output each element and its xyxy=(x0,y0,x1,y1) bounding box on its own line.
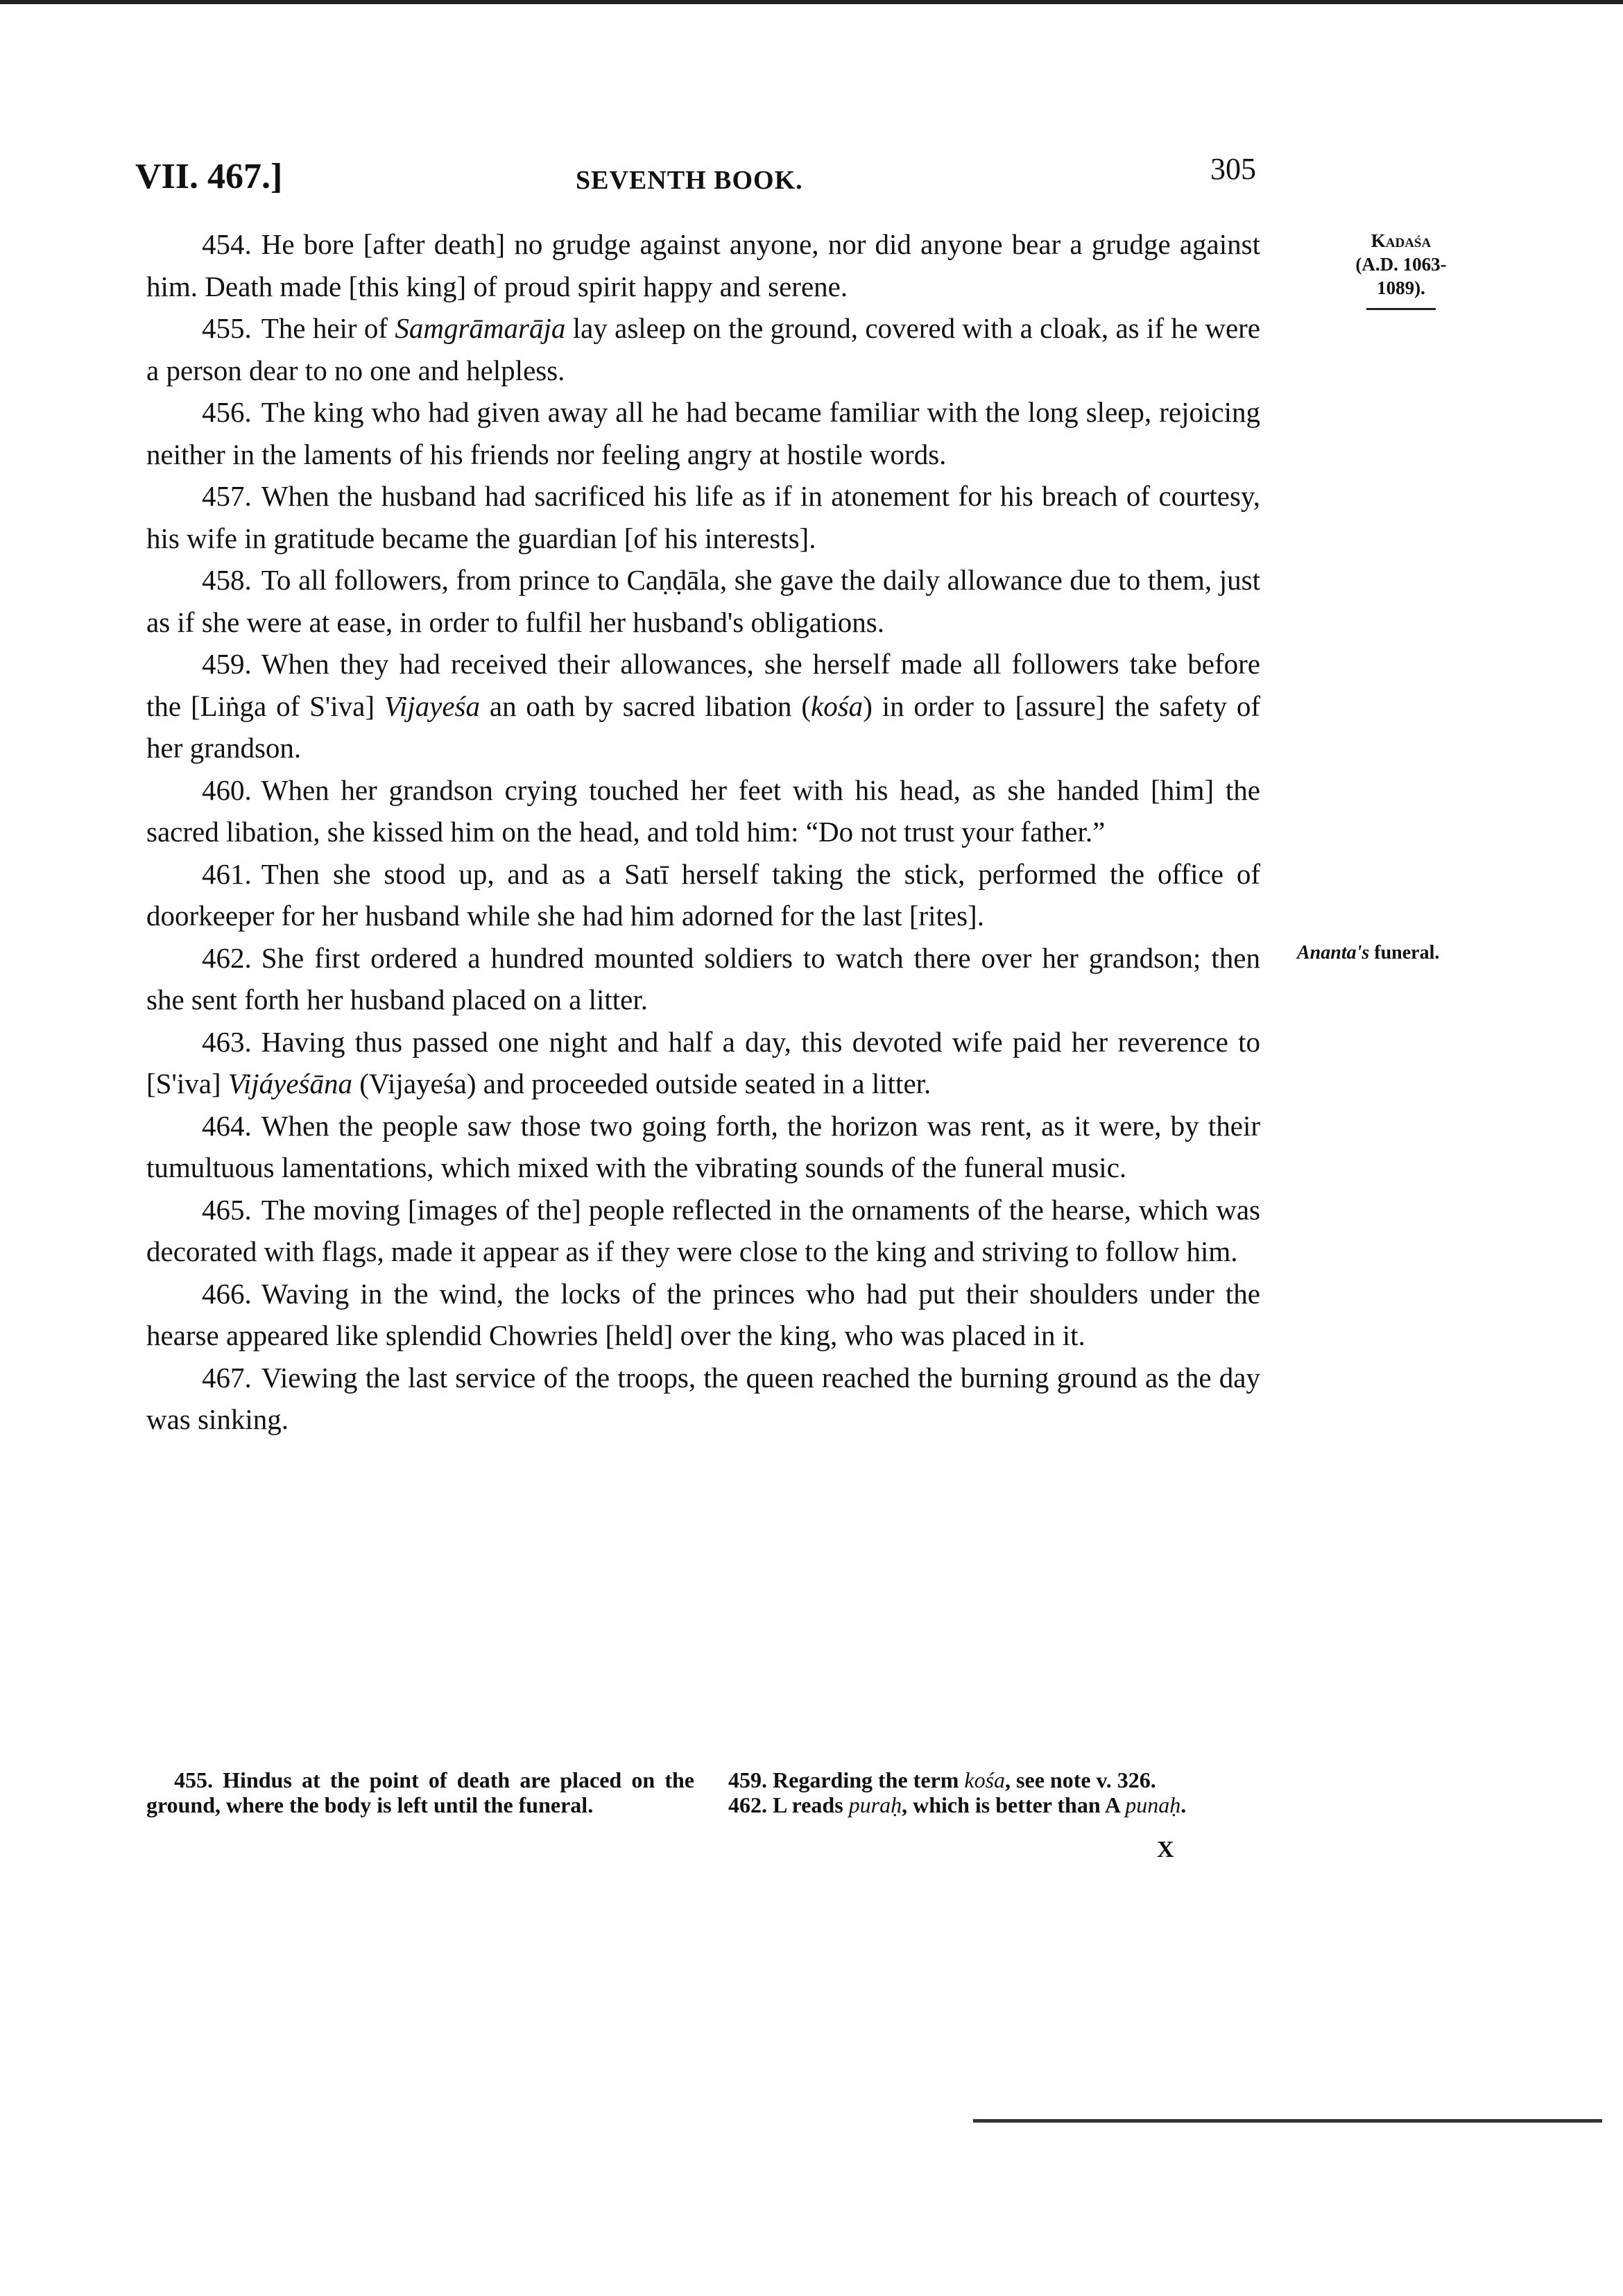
verse-number: 460. xyxy=(202,773,252,806)
verse-458 xyxy=(146,559,1260,643)
verse-text: The king who had given away all he had became familiar with the long sleep, rejoicing neither in the laments of his friends nor feeling angry at hostile words. xyxy=(146,396,1260,470)
verse-number: 461. xyxy=(202,857,252,890)
footnote-459 xyxy=(728,1767,1297,1792)
verse-text: When they had received their allowances, she herself made all followers take before the [Liṅga of S'iva] xyxy=(146,648,1260,722)
verse-number: 465. xyxy=(202,1193,252,1226)
verse-454 xyxy=(146,223,1260,307)
verse-italic-term: Vijayeśa xyxy=(384,689,481,722)
verse-text: lay asleep on the ground, covered with a cloak, as if he were a person dear to no one and helpless. xyxy=(146,312,1261,386)
footnote-term: puraḥ xyxy=(848,1792,902,1817)
verse-text: (Vijayeśa) and proceeded outside seated in a litter. xyxy=(352,1068,931,1099)
verse-italic-term: Vijáyeśāna xyxy=(227,1068,352,1099)
verse-number: 466. xyxy=(202,1277,252,1310)
verse-text: She first ordered a hundred mounted soldiers to watch there over her grandson; then she sent forth her husband placed on a litter. xyxy=(146,941,1260,1016)
verse-number: 458. xyxy=(202,564,252,596)
verse-466 xyxy=(146,1273,1260,1357)
verse-number: 454. xyxy=(202,228,252,260)
verse-text: When the husband had sacrificed his life as if in atonement for his breach of courtesy, his wife in gratitude became the guardian [of his interests]. xyxy=(146,480,1260,554)
verse-459 xyxy=(146,643,1260,769)
running-head-title: SEVENTH BOOK. xyxy=(576,166,803,195)
verse-number: 459. xyxy=(202,648,252,680)
verse-460 xyxy=(146,769,1260,853)
footnote-term: punaḥ xyxy=(1125,1792,1181,1817)
footnotes-right xyxy=(728,1767,1297,1817)
verse-455 xyxy=(146,307,1260,391)
verse-text: When her grandson crying touched her feet with his head, as she handed [him] the sacred libation, she kissed him on the head, and told him: “Do not trust your father.” xyxy=(146,773,1260,848)
top-border xyxy=(0,0,1623,4)
main-text xyxy=(146,223,1260,1441)
verse-462 xyxy=(146,937,1260,1021)
verse-text: ) in order to [assure] the safety of her grandson. xyxy=(146,689,1260,764)
verse-number: 463. xyxy=(202,1025,252,1058)
verse-text: To all followers, from prince to Caṇḍāla, she gave the daily allowance due to them, just as if she were at ease, in order to fulfil her husband's obligations. xyxy=(146,564,1260,638)
verse-number: 457. xyxy=(202,480,252,512)
funeral-label: funeral. xyxy=(1374,942,1440,963)
verse-number: 456. xyxy=(202,396,252,428)
verse-457 xyxy=(146,475,1260,559)
verse-text: Waving in the wind, the locks of the princes who had put their shoulders under the hearse appeared like splendid Chowries [held] over the king, who was placed in it. xyxy=(146,1277,1260,1351)
funeral-name: Ananta's xyxy=(1297,942,1370,963)
verse-461 xyxy=(146,853,1260,937)
verse-text: Then she stood up, and as a Satī herself taking the stick, performed the office of doorkeeper for her husband while she had him adorned for the last [rites]. xyxy=(146,857,1260,932)
verse-text: He bore [after death] no grudge against anyone, nor did anyone bear a grudge against him. Death made [this king] of proud spirit happy and serene. xyxy=(146,228,1260,302)
verse-text: The moving [images of the] people reflected in the ornaments of the hearse, which was decorated with flags, made it appear as if they were close to the king and striving to follow him. xyxy=(146,1193,1260,1267)
verse-number: 467. xyxy=(202,1361,252,1394)
verse-text: an oath by sacred libation ( xyxy=(480,689,812,722)
footnote-text: , see note v. 326. xyxy=(1005,1767,1156,1792)
footnote-text: , which is better than A xyxy=(902,1792,1126,1817)
verse-italic-term: kośa xyxy=(811,689,864,722)
verse-text: The heir of xyxy=(261,312,395,344)
verse-text: Having thus passed one night and half a day, this devoted wife paid her reverence to [S'iva] xyxy=(146,1025,1260,1099)
footnote-text: . xyxy=(1180,1792,1187,1817)
margin-note-funeral xyxy=(1297,942,1439,964)
verse-number: 464. xyxy=(202,1109,252,1142)
verse-465 xyxy=(146,1189,1260,1273)
margin-rule xyxy=(1366,308,1436,310)
verse-number: 462. xyxy=(202,941,252,974)
signature-mark: X xyxy=(1157,1837,1174,1862)
footnote-462 xyxy=(728,1792,1297,1817)
bottom-rule xyxy=(973,2119,1602,2123)
verse-464 xyxy=(146,1105,1260,1189)
verse-number: 455. xyxy=(202,312,252,344)
verse-467 xyxy=(146,1357,1260,1441)
footnote-term: kośa xyxy=(964,1767,1006,1792)
verse-text: Viewing the last service of the troops, the queen reached the burning ground as the day was sinking. xyxy=(146,1361,1260,1435)
running-head-left: VII. 467.] xyxy=(135,157,283,196)
verse-italic-term: Samgrāmarāja xyxy=(395,312,566,344)
reign-name: Kadaśa xyxy=(1371,230,1432,251)
margin-note-reign xyxy=(1339,229,1463,310)
reign-dates: (A.D. 1063-1089). xyxy=(1355,254,1447,298)
page-number: 305 xyxy=(1210,152,1256,186)
footnote-text: 459. Regarding the term xyxy=(728,1767,965,1792)
footnote-455: 455. Hindus at the point of death are placed on the ground, where the body is left until the funeral. xyxy=(146,1767,694,1817)
verse-456 xyxy=(146,391,1260,475)
verse-463 xyxy=(146,1021,1260,1105)
footnote-text: 462. L reads xyxy=(728,1792,849,1817)
verse-text: When the people saw those two going forth, the horizon was rent, as it were, by their tumultuous lamentations, which mixed with the vibrating sounds of the funeral music. xyxy=(146,1109,1260,1183)
